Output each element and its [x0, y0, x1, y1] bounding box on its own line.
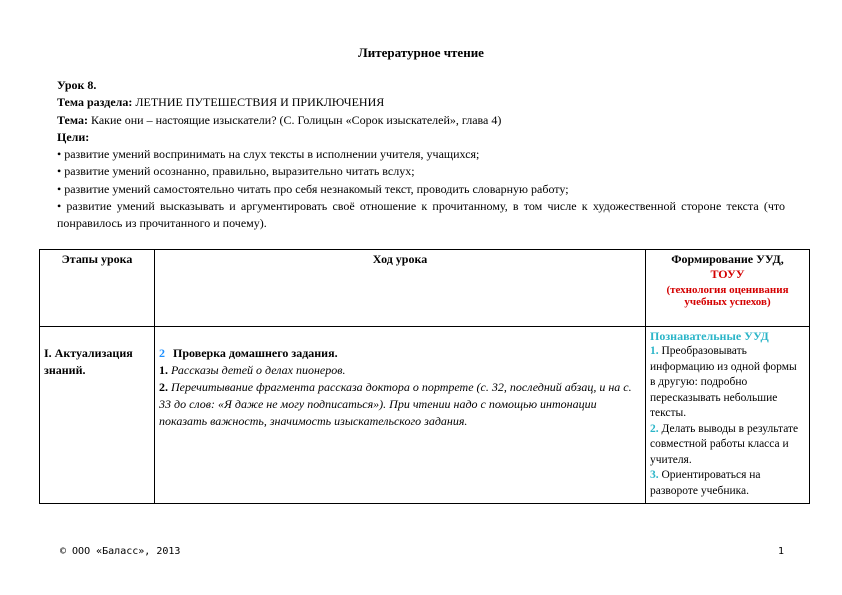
goal-item: • развитие умений высказывать и аргументировать своё отношение к прочитанному, в том числе к художественной стороне текста (что понравилось из прочитанного и почему).	[57, 199, 785, 231]
section-label: Тема раздела:	[57, 95, 133, 110]
uud-title: Познавательные УУД	[650, 329, 769, 343]
header-course: Ход урока	[155, 250, 646, 327]
header-uud	[646, 250, 810, 327]
section-value: ЛЕТНИЕ ПУТЕШЕСТВИЯ И ПРИКЛЮЧЕНИЯ	[135, 95, 385, 110]
homework-item: 2. Перечитывание фрагмента рассказа доктора о портрете (с. 32, последний абзац, и на с. 33 до слов: «Я даже не могу подписаться»). При чтении надо с помощью интонации показать важность, значимость изыскательского задания.	[159, 380, 632, 428]
stage-cell	[40, 327, 155, 504]
uud-item: 3. Ориентироваться на развороте учебника.	[650, 469, 761, 497]
table-row	[40, 327, 810, 504]
lesson-table	[39, 249, 810, 504]
topic-value: Какие они – настоящие изыскатели? (С. Голицын «Сорок изыскателей», глава 4)	[90, 112, 502, 127]
header-uud-note: (технология оценивания учебных успехов)	[666, 284, 789, 308]
section-line	[57, 94, 785, 111]
stage-label: I. Актуализация знаний.	[44, 346, 133, 377]
copyright: © ООО «Баласс», 2013	[60, 546, 181, 557]
uud-cell	[646, 327, 810, 504]
lesson-header	[57, 77, 785, 233]
header-stages: Этапы урока	[40, 250, 155, 327]
table-header-row	[40, 250, 810, 327]
lesson-number: Урок 8.	[57, 78, 97, 92]
uud-item: 2. Делать выводы в результате совместной работы класса и учителя.	[650, 422, 799, 466]
homework-title-line	[159, 345, 641, 362]
topic-label: Тема:	[57, 112, 88, 127]
goals-label: Цели:	[57, 129, 90, 144]
course-cell	[155, 327, 646, 504]
goal-item: • развитие умений воспринимать на слух тексты в исполнении учителя, учащихся;	[57, 147, 480, 162]
header-uud-main: Формирование УУД,	[671, 252, 784, 266]
topic-line	[57, 112, 785, 129]
homework-title: Проверка домашнего задания.	[173, 346, 338, 360]
homework-item: 1. Рассказы детей о делах пионеров.	[159, 363, 346, 377]
goal-item: • развитие умений самостоятельно читать про себя незнакомый текст, проводить словарную работу;	[57, 181, 569, 196]
page-number: 1	[778, 546, 785, 557]
uud-item: 1. Преобразовывать информацию из одной формы в другую: подробно пересказывать небольшие тексты.	[650, 345, 797, 419]
page-title: Литературное чтение	[358, 45, 484, 60]
homework-number: 2	[159, 346, 165, 360]
header-uud-red: ТОУУ	[710, 267, 745, 281]
goal-item: • развитие умений осознанно, правильно, выразительно читать вслух;	[57, 164, 415, 179]
